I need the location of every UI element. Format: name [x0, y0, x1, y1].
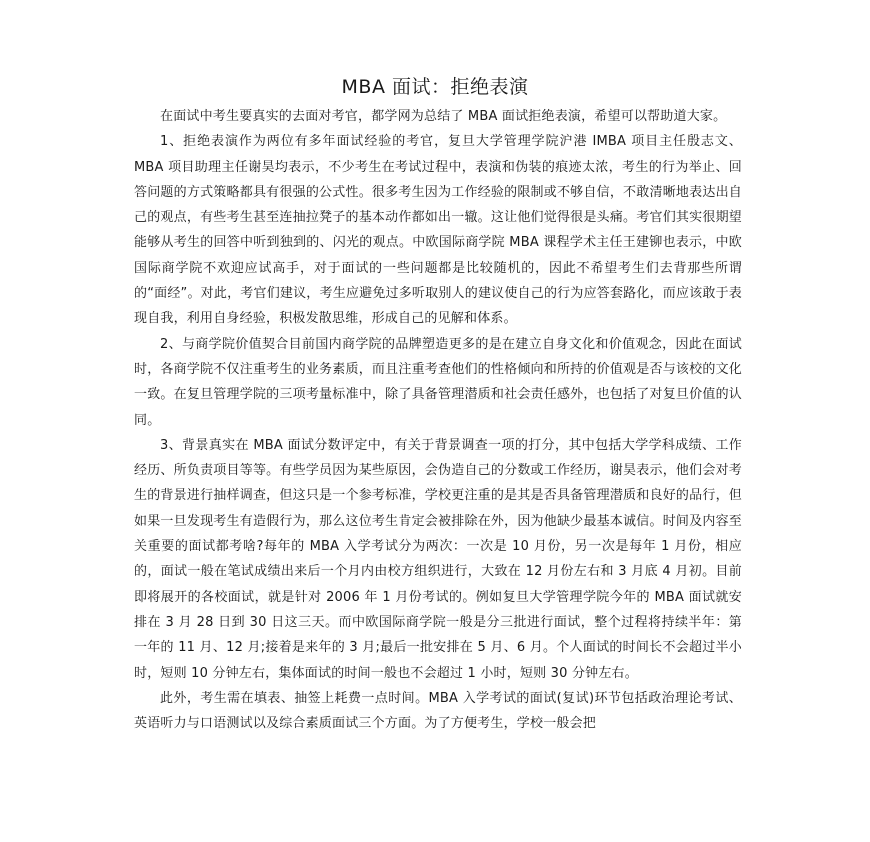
paragraph-value-fit: 2、与商学院价值契合目前国内商学院的品牌塑造更多的是在建立自身文化和价值观念，因此在面试时，各商学院不仅注重考生的业务素质，而且注重考查他们的性格倾向和所持的价值观是否与该校的文化一致。在复旦管理学院的三项考量标准中，除了具备管理潜质和社会责任感外，也包括了对复旦价值的认同。	[134, 336, 742, 428]
document-body	[134, 104, 742, 736]
paragraph-reject-acting: 1、拒绝表演作为两位有多年面试经验的考官，复旦大学管理学院沪港 IMBA 项目主任殷志文、MBA 项目助理主任谢昊均表示，不少考生在考试过程中，表演和伪装的痕迹太浓，考生的行为举止、回答问题的方式策略都具有很强的公式性。很多考生因为工作经验的限制或不够自信，不敢清晰地表达出自己的观点，有些考生甚至连抽拉凳子的基本动作都如出一辙。这让他们觉得很是头痛。考官们其实很期望能够从考生的回答中听到独到的、闪光的观点。中欧国际商学院 MBA 课程学术主任王建铆也表示，中欧国际商学院不欢迎应试高手，对于面试的一些问题都是比较随机的，因此不希望考生们去背那些所谓的“面经”。对此，考官们建议，考生应避免过多听取别人的建议使自己的行为应答套路化，而应该敢于表现自我，利用自身经验，积极发散思维，形成自己的见解和体系。	[134, 134, 742, 327]
document-title: MBA 面试：拒绝表演	[341, 76, 529, 98]
paragraph-background-truth: 3、背景真实在 MBA 面试分数评定中，有关于背景调查一项的打分，其中包括大学学科成绩、工作经历、所负责项目等等。有些学员因为某些原因，会伪造自己的分数或工作经历，谢昊表示，他们会对考生的背景进行抽样调查，但这只是一个参考标准，学校更注重的是其是否具备管理潜质和良好的品行，但如果一旦发现考生有造假行为，那么这位考生肯定会被排除在外，因为他缺少最基本诚信。时间及内容至关重要的面试都考啥?每年的 MBA 入学考试分为两次：一次是 10 月份，另一次是每年 1 月份，相应的，面试一般在笔试成绩出来后一个月内由校方组织进行，大致在 12 月份左右和 3 月底 4 月初。目前即将展开的各校面试，就是针对 2006 年 1 月份考试的。例如复旦大学管理学院今年的 MBA 面试就安排在 3 月 28 日到 30 日这三天。而中欧国际商学院一般是分三批进行面试，整个过程将持续半年：第一年的 11 月、12 月;接着是来年的 3 月;最后一批安排在 5 月、6 月。个人面试的时间长不会超过半小时，短则 10 分钟左右，集体面试的时间一般也不会超过 1 小时，短则 30 分钟左右。	[134, 437, 742, 681]
intro-paragraph: 在面试中考生要真实的去面对考官，都学网为总结了 MBA 面试拒绝表演，希望可以帮助道大家。	[160, 109, 727, 124]
paragraph-additional: 此外，考生需在填表、抽签上耗费一点时间。MBA 入学考试的面试(复试)环节包括政治理论考试、英语听力与口语测试以及综合素质面试三个方面。为了方便考生，学校一般会把	[134, 690, 742, 732]
